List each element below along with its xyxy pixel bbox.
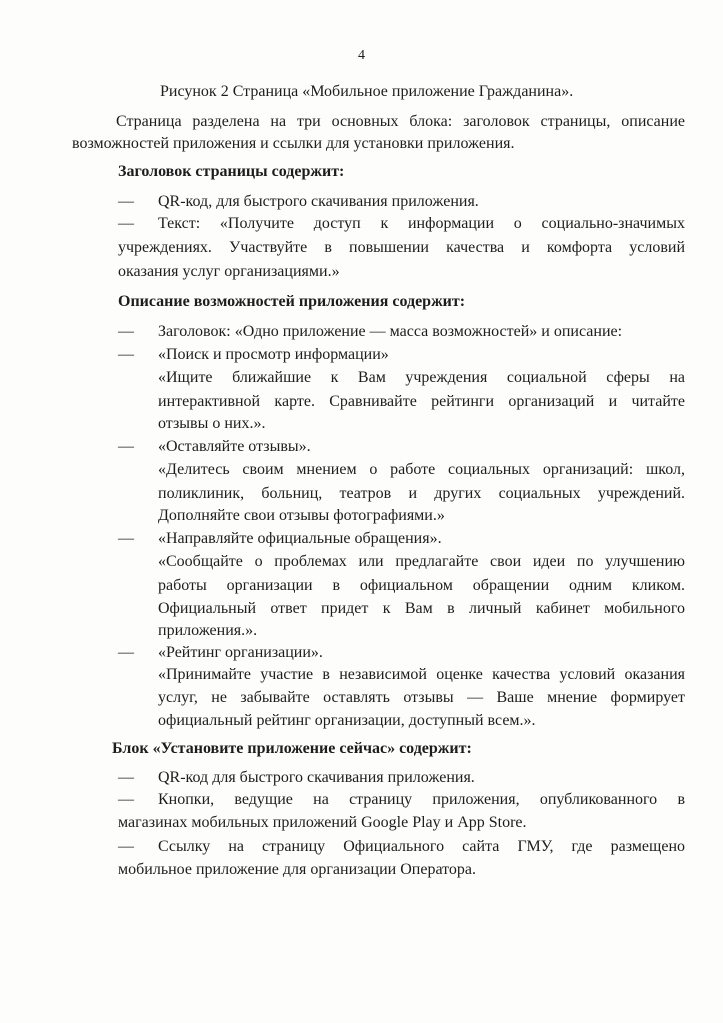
section2-item3-text2: поликлиник, больниц, театров и других социальных учреждений.: [158, 485, 685, 502]
list-dash: —: [118, 438, 134, 455]
section1-item2-line2: учреждениях. Участвуйте в повышении качества и комфорта условий: [118, 239, 685, 256]
section1-item2-line1: Текст: «Получите доступ к информации о социально-значимых: [158, 215, 685, 232]
section2-item5-text2: услуг, не забывайте оставлять отзывы — Ваше мнение формирует: [158, 689, 685, 706]
list-dash: —: [118, 644, 134, 661]
section2-item3-text3: Дополняйте свои отзывы фотографиями.»: [158, 507, 445, 524]
list-dash: —: [118, 193, 134, 210]
section2-item4-text2: работы организации в официальном обращении одним кликом.: [158, 577, 685, 594]
section3-item3-line2: мобильное приложение для организации Оператора.: [118, 861, 477, 878]
section1-heading: Заголовок страницы содержит:: [118, 163, 345, 180]
section2-item3-title: «Оставляйте отзывы».: [158, 438, 311, 455]
section3-item1: QR-код для быстрого скачивания приложения.: [158, 769, 475, 786]
list-dash: —: [118, 791, 134, 808]
intro-line-2: возможностей приложения и ссылки для установки приложения.: [72, 135, 515, 152]
section3-item3-line1: Ссылку на страницу Официального сайта ГМУ, где размещено: [158, 838, 685, 855]
section2-item4-text4: приложения.».: [158, 622, 258, 639]
section2-item5-title: «Рейтинг организации».: [158, 644, 323, 661]
figure-caption: Рисунок 2 Страница «Мобильное приложение Гражданина».: [160, 83, 574, 100]
section1-item2-line3: оказания услуг организациями.»: [118, 263, 340, 280]
section2-item4-title: «Направляйте официальные обращения».: [158, 530, 442, 547]
section2-item4-text3: Официальный ответ придет к Вам в личный кабинет мобильного: [158, 600, 685, 617]
list-dash: —: [118, 215, 134, 232]
section2-item2-title: «Поиск и просмотр информации»: [158, 346, 389, 363]
section2-item2-text2: интерактивной карте. Сравнивайте рейтинги организаций и читайте: [158, 393, 685, 410]
section3-item2-line1: Кнопки, ведущие на страницу приложения, опубликованного в: [158, 791, 685, 808]
page-number: 4: [358, 48, 365, 63]
section2-item5-text1: «Принимайте участие в независимой оценке качества условий оказания: [158, 666, 685, 683]
section3-item2-line2: магазинах мобильных приложений Google Play и App Store.: [118, 814, 527, 831]
section2-item3-text1: «Делитесь своим мнением о работе социальных организаций: школ,: [158, 461, 685, 478]
section2-item2-text3: отзывы о них.».: [158, 415, 266, 432]
section2-item2-text1: «Ищите ближайшие к Вам учреждения социальной сферы на: [158, 369, 685, 386]
section3-heading: Блок «Установите приложение сейчас» содержит:: [112, 740, 472, 757]
section2-item1: Заголовок: «Одно приложение — масса возможностей» и описание:: [158, 323, 623, 340]
list-dash: —: [118, 838, 134, 855]
list-dash: —: [118, 530, 134, 547]
list-dash: —: [118, 346, 134, 363]
section2-item4-text1: «Сообщайте о проблемах или предлагайте свои идеи по улучшению: [158, 553, 685, 570]
list-dash: —: [118, 323, 134, 340]
list-dash: —: [118, 769, 134, 786]
section2-item5-text3: официальный рейтинг организации, доступный всем.».: [158, 712, 536, 729]
section2-heading: Описание возможностей приложения содержит:: [118, 293, 466, 310]
intro-line-1: Страница разделена на три основных блока: заголовок страницы, описание: [116, 113, 685, 130]
section1-item1: QR-код, для быстрого скачивания приложения.: [158, 193, 479, 210]
